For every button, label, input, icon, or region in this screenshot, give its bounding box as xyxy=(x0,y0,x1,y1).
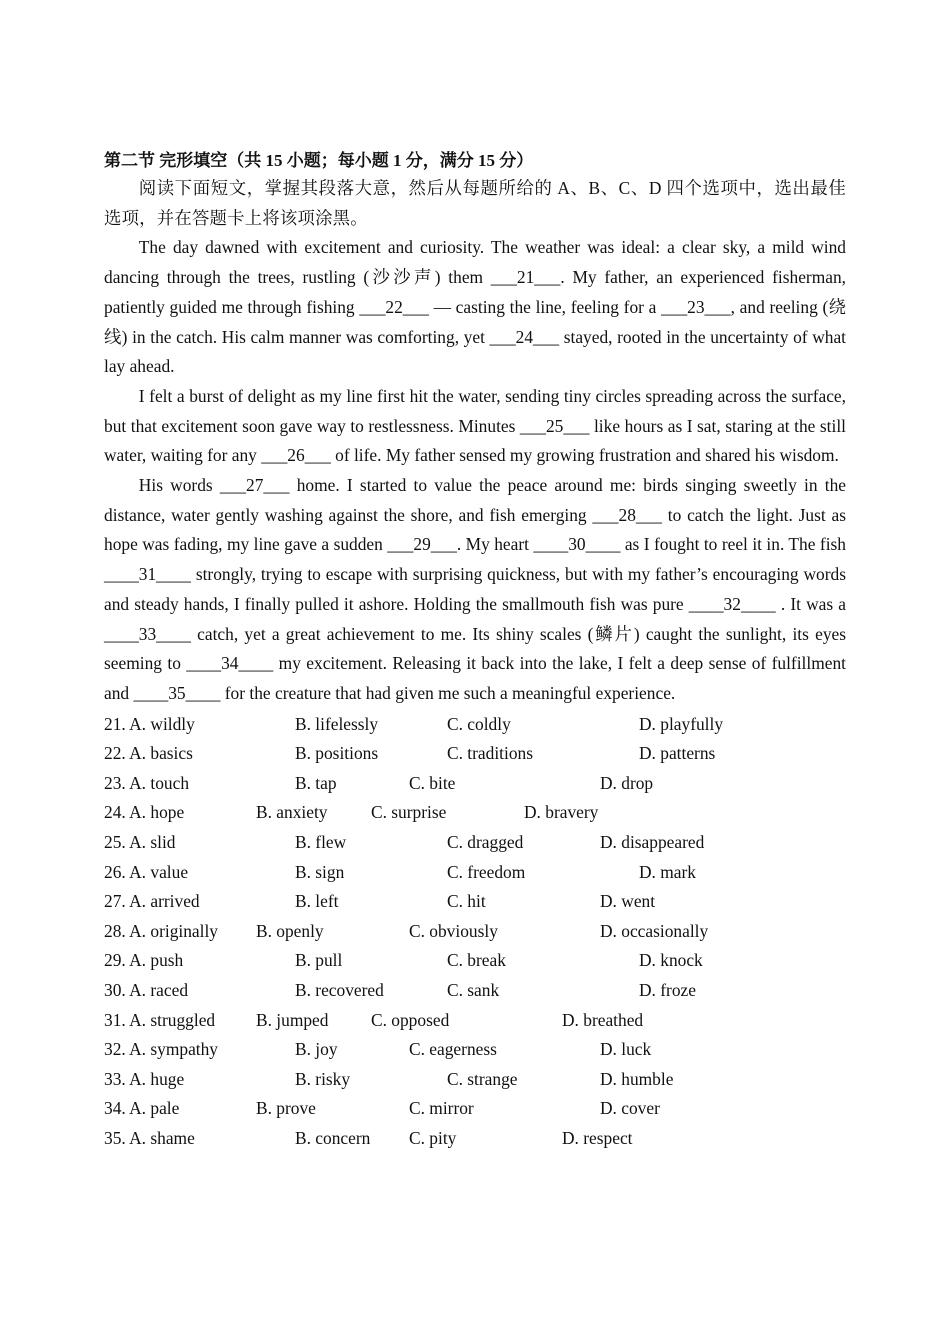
option-d: D. froze xyxy=(639,980,696,1000)
question-row xyxy=(104,828,846,858)
option-b: B. anxiety xyxy=(256,802,328,823)
passage-paragraph-1: The day dawned with excitement and curiosity. The weather was ideal: a clear sky, a mild wind dancing through the trees, rustling (沙沙声) them ___21___. My father, an experienced fisherman, patiently guided me through fishing ___22___ — casting the line, feeling for a ___23___, and reeling (绕线) in the catch. His calm manner was comforting, yet ___24___ stayed, rooted in the uncertainty of what lay ahead. xyxy=(104,237,846,377)
option-c: C. pity xyxy=(409,1127,457,1148)
option-a: 31. A. struggled xyxy=(104,1009,216,1030)
option-a: 33. A. huge xyxy=(104,1068,185,1089)
option-b: B. joy xyxy=(295,1039,338,1060)
option-d: D. disappeared xyxy=(600,832,705,853)
option-b: B. openly xyxy=(256,920,324,941)
option-c: C. mirror xyxy=(409,1098,474,1119)
option-b: B. lifelessly xyxy=(295,713,379,734)
option-a: 25. A. slid xyxy=(104,832,176,853)
option-d: D. mark xyxy=(639,861,696,882)
option-b: B. positions xyxy=(295,743,379,764)
option-a: 35. A. shame xyxy=(104,1127,195,1148)
option-b: B. sign xyxy=(295,861,345,882)
option-a: 26. A. value xyxy=(104,861,189,882)
option-c: C. freedom xyxy=(447,861,526,882)
option-d: D. knock xyxy=(639,950,703,971)
question-row xyxy=(104,798,846,828)
question-row xyxy=(104,1124,846,1154)
option-d: D. went xyxy=(600,891,656,912)
option-d: D. luck xyxy=(600,1039,652,1060)
question-row xyxy=(104,769,846,799)
options-list xyxy=(104,710,846,1154)
question-row xyxy=(104,976,846,1006)
question-row xyxy=(104,710,846,740)
question-row xyxy=(104,1094,846,1124)
option-c: C. strange xyxy=(447,1068,518,1089)
instructions: 阅读下面短文，掌握其段落大意，然后从每题所给的 A、B、C、D 四个选项中，选出最佳选项，并在答题卡上将该项涂黑。 xyxy=(104,178,846,228)
option-c: C. traditions xyxy=(447,743,533,764)
option-a: 22. A. basics xyxy=(104,743,193,764)
option-a: 32. A. sympathy xyxy=(104,1039,219,1060)
option-d: D. drop xyxy=(600,772,654,793)
question-row xyxy=(104,1065,846,1095)
option-b: B. concern xyxy=(295,1127,371,1148)
option-b: B. flew xyxy=(295,832,347,853)
option-c: C. bite xyxy=(409,772,456,793)
option-c: C. sank xyxy=(447,980,500,1000)
question-row xyxy=(104,887,846,917)
passage-paragraph-2: I felt a burst of delight as my line first hit the water, sending tiny circles spreading across the surface, but that excitement soon gave way to restlessness. Minutes ___25___ like hours as I sat, staring at the still water, waiting for any ___26___ of life. My father sensed my growing frustration and shared his wisdom. xyxy=(104,385,846,466)
option-b: B. recovered xyxy=(295,980,384,1000)
option-a: 24. A. hope xyxy=(104,802,185,823)
question-row xyxy=(104,1035,846,1065)
option-c: C. opposed xyxy=(371,1009,450,1030)
option-d: D. playfully xyxy=(639,713,724,734)
option-b: B. tap xyxy=(295,772,337,793)
option-c: C. coldly xyxy=(447,713,511,734)
option-c: C. obviously xyxy=(409,920,498,941)
question-row xyxy=(104,739,846,769)
option-c: C. dragged xyxy=(447,832,524,853)
option-d: D. breathed xyxy=(562,1009,644,1030)
option-a: 30. A. raced xyxy=(104,980,189,1000)
option-a: 21. A. wildly xyxy=(104,713,195,734)
option-b: B. jumped xyxy=(256,1009,329,1030)
option-d: D. humble xyxy=(600,1068,674,1089)
option-b: B. prove xyxy=(256,1098,316,1119)
option-d: D. cover xyxy=(600,1098,660,1119)
option-a: 27. A. arrived xyxy=(104,891,200,912)
option-c: C. hit xyxy=(447,891,486,912)
question-row xyxy=(104,858,846,888)
option-b: B. left xyxy=(295,891,339,912)
section-title: 第二节 完形填空（共 15 小题；每小题 1 分，满分 15 分） xyxy=(104,151,534,170)
question-row xyxy=(104,917,846,947)
option-a: 29. A. push xyxy=(104,950,184,971)
option-d: D. patterns xyxy=(639,743,716,764)
question-row xyxy=(104,1006,846,1036)
option-a: 28. A. originally xyxy=(104,920,218,941)
option-a: 23. A. touch xyxy=(104,772,190,793)
option-a: 34. A. pale xyxy=(104,1098,180,1119)
option-d: D. respect xyxy=(562,1127,633,1148)
option-c: C. break xyxy=(447,950,506,971)
passage-paragraph-3: His words ___27___ home. I started to value the peace around me: birds singing sweetly in the distance, water gently washing against the shore, and fish emerging ___28___ to catch the light. Just as hope was fading, my line gave a sudden ___29___. My heart ____30____ as I fought to reel it in. The fish ____31____ strongly, trying to escape with surprising quickness, but with my father’s encouraging words and steady hands, I finally pulled it ashore. Holding the smallmouth fish was pure ____32____ . It was a ____33____ catch, yet a great achievement to me. Its shiny scales (鳞片) caught the sunlight, its eyes seeming to ____34____ my excitement. Releasing it back into the lake, I felt a deep sense of fulfillment and ____35____ for the creature that had given me such a meaningful experience. xyxy=(104,475,846,703)
question-row xyxy=(104,946,846,976)
option-c: C. surprise xyxy=(371,802,447,823)
exam-page xyxy=(104,150,846,1154)
option-b: B. pull xyxy=(295,950,343,971)
option-c: C. eagerness xyxy=(409,1039,497,1060)
option-b: B. risky xyxy=(295,1068,351,1089)
option-d: D. occasionally xyxy=(600,920,709,941)
option-d: D. bravery xyxy=(524,802,599,823)
